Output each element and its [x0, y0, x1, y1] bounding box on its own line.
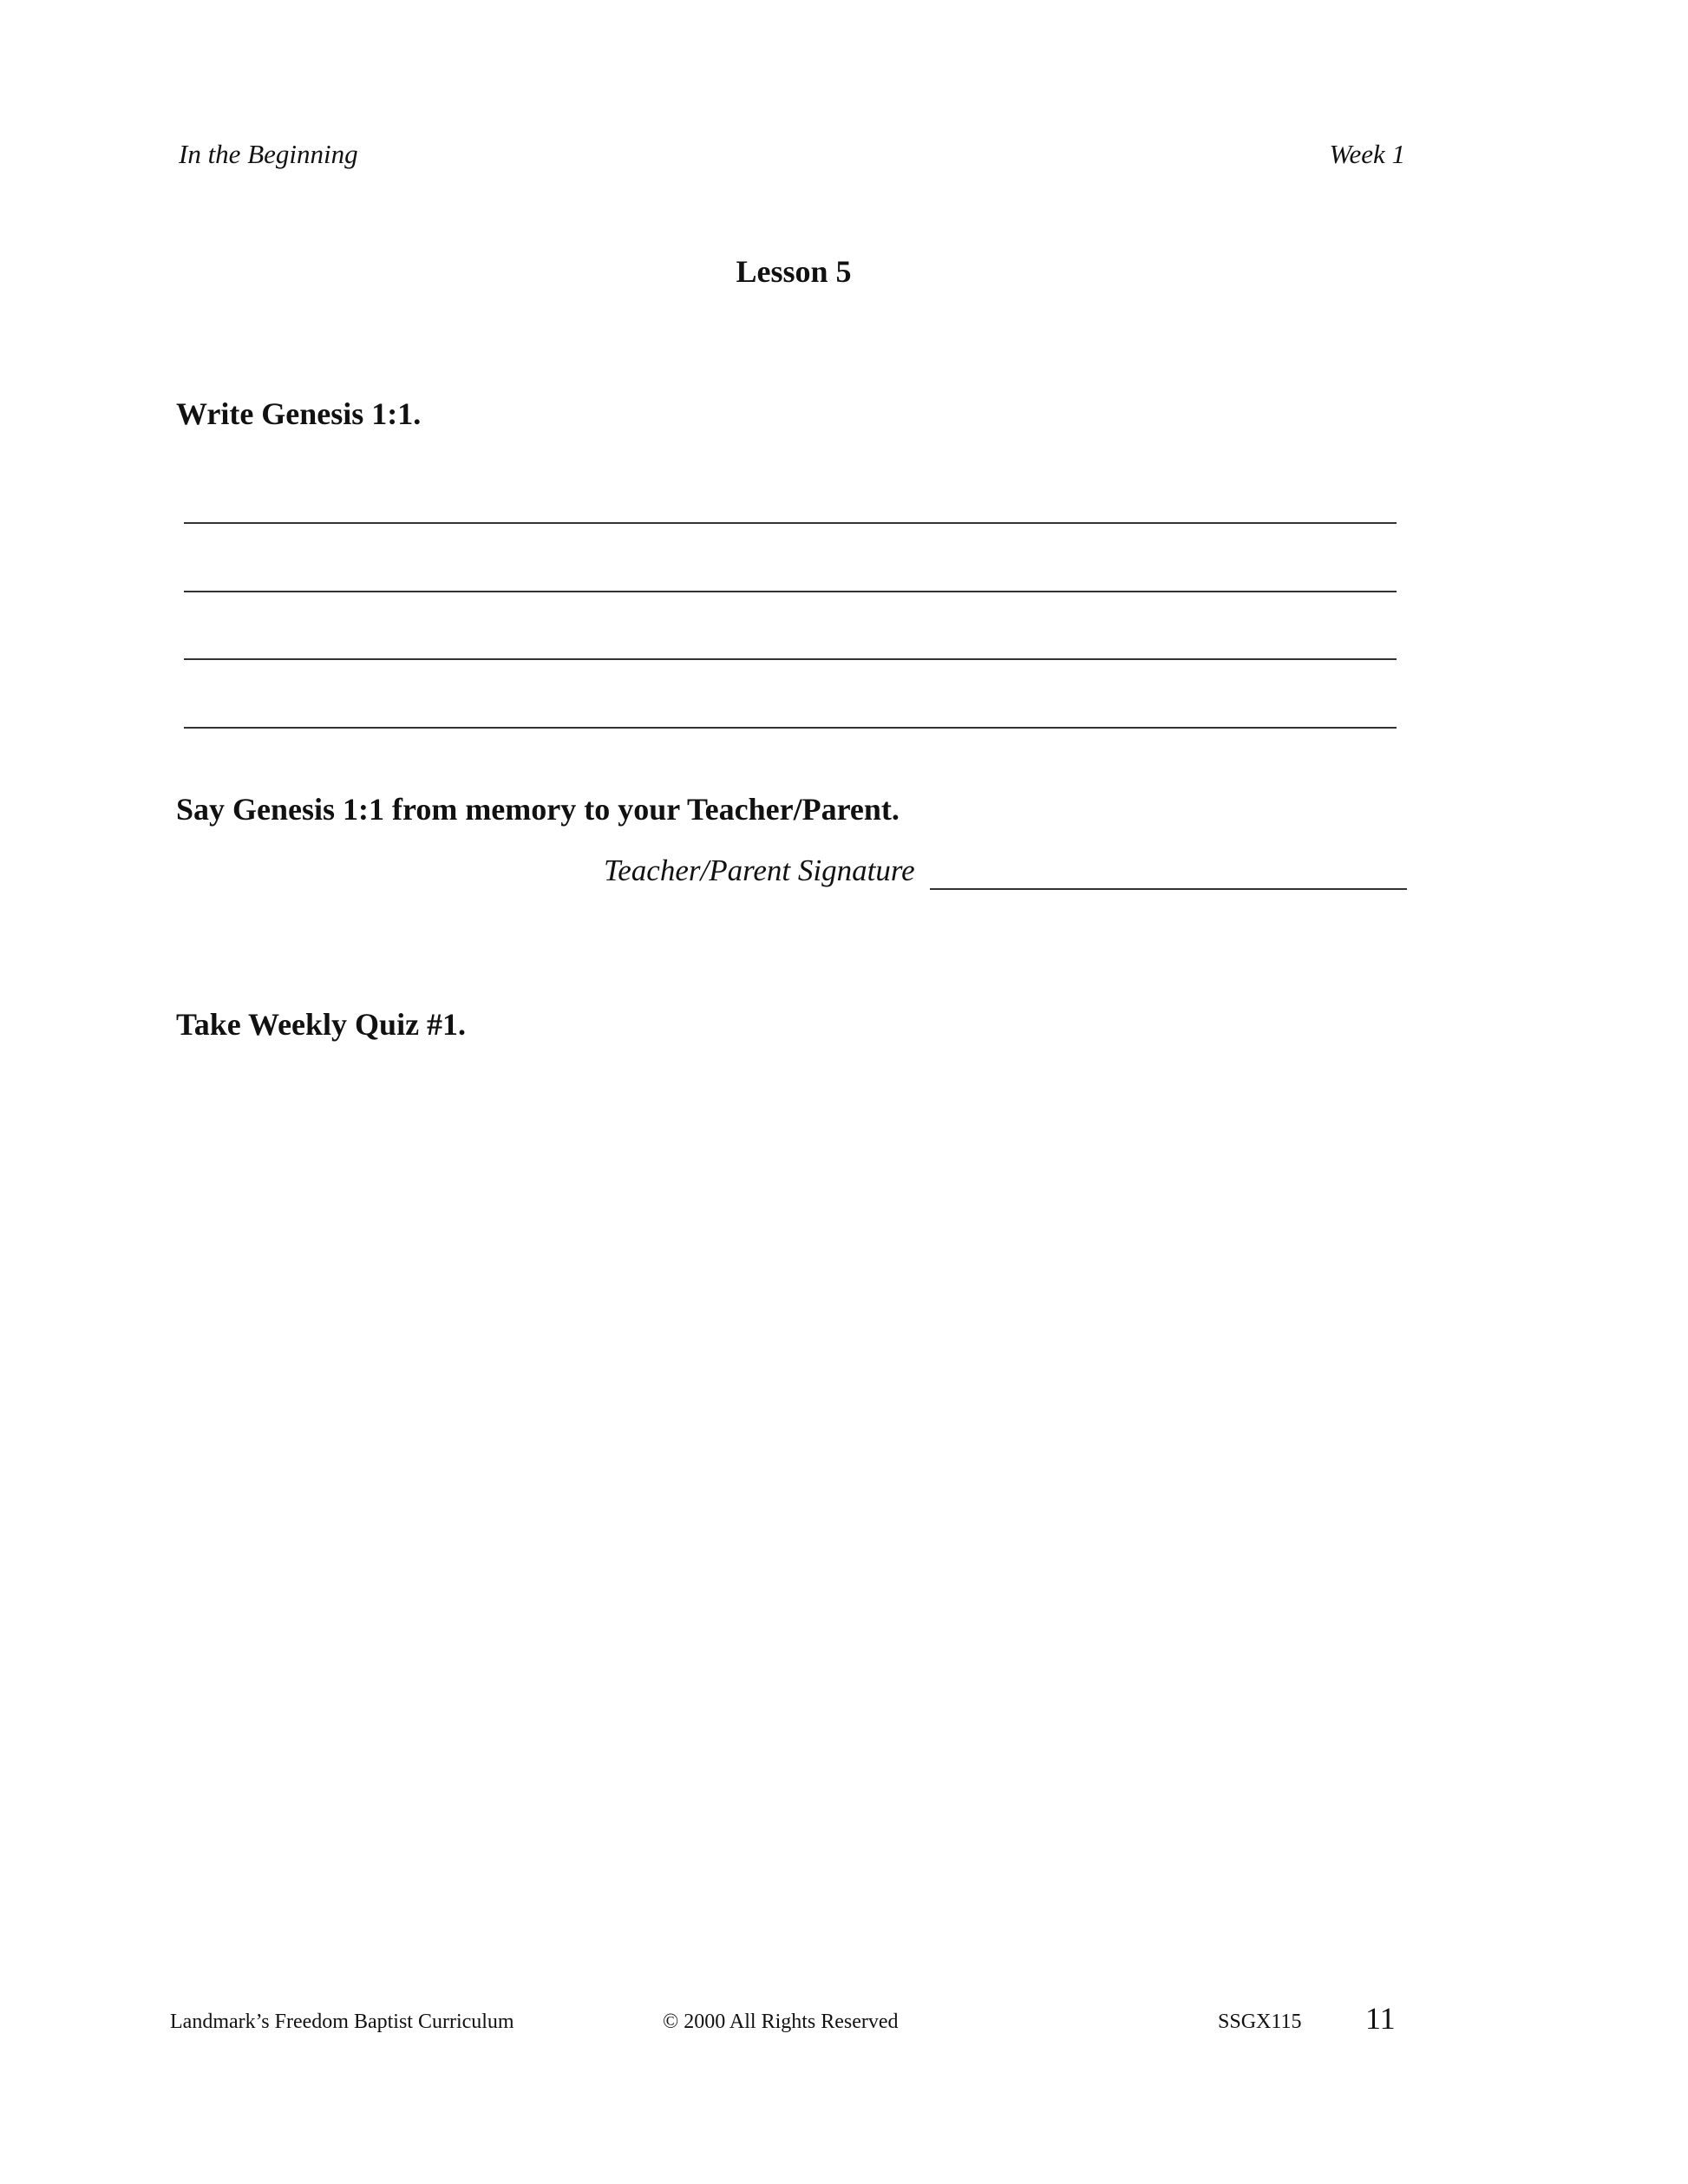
- footer-code: SSGX115: [1218, 2011, 1302, 2033]
- lesson-title: Lesson 5: [736, 254, 852, 289]
- running-header-title: In the Beginning: [179, 139, 358, 169]
- footer-copyright: © 2000 All Rights Reserved: [663, 2011, 899, 2033]
- running-header-week: Week 1: [1329, 139, 1405, 169]
- signature-row: [604, 853, 1407, 893]
- signature-line[interactable]: [930, 888, 1407, 890]
- page-number: 11: [1365, 2001, 1396, 2036]
- quiz-instruction: Take Weekly Quiz #1.: [176, 1007, 467, 1042]
- writing-line-4[interactable]: [184, 727, 1397, 729]
- writing-line-2[interactable]: [184, 591, 1397, 592]
- writing-line-1[interactable]: [184, 522, 1397, 524]
- writing-line-3[interactable]: [184, 658, 1397, 660]
- footer-curriculum: Landmark’s Freedom Baptist Curriculum: [170, 2011, 514, 2033]
- signature-label: Teacher/Parent Signature: [604, 853, 915, 887]
- write-instruction: Write Genesis 1:1.: [176, 396, 422, 431]
- say-instruction: Say Genesis 1:1 from memory to your Teacher/Parent.: [176, 792, 900, 827]
